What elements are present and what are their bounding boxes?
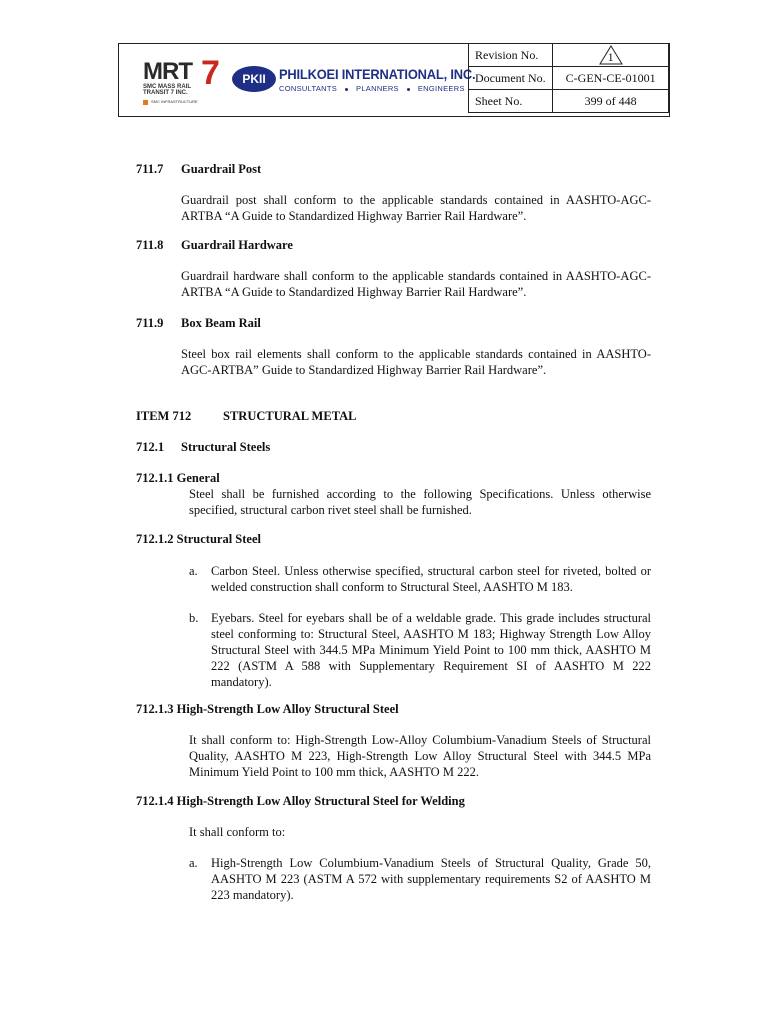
section-intro-712-1-4: It shall conform to: xyxy=(189,825,286,839)
mrt7-logo xyxy=(139,56,239,106)
sheet-value: 399 of 448 xyxy=(553,90,669,113)
revision-row xyxy=(469,44,669,67)
revision-label: Revision No. xyxy=(469,44,553,67)
bullet-icon xyxy=(345,88,348,91)
document-row xyxy=(469,67,669,90)
section-number: 711.8 xyxy=(136,238,164,252)
section-heading-711-7 xyxy=(136,161,261,177)
pkii-logo-badge: PKII xyxy=(232,66,276,92)
list-item-text: Eyebars. Steel for eyebars shall be of a weldable grade. This grade includes structural steel conforming to: Structural Steel, AASHTO M 183; Highway Strength Low Alloy Structural Steel with 344.5 MPa Minimum Yield Point to 100 mm thick, AASHTO M 222 (ASTM A 588 with Supplementary Requirement SI of AASHTO M 222 mandatory). xyxy=(211,611,651,689)
section-heading-712-1-4: 712.1.4 High-Strength Low Alloy Structural Steel for Welding xyxy=(136,794,465,808)
section-paragraph-712-1-3: It shall conform to: High-Strength Low-Alloy Columbium-Vanadium Steels of Structural Quality, AASHTO M 223, High-Strength Low Alloy Structural Steel with 344.5 MPa Minimum Yield Point to 100 mm thick, AASHTO M 222. xyxy=(189,733,651,779)
section-heading-712-1-1: 712.1.1 General xyxy=(136,471,220,485)
document-value: C-GEN-CE-01001 xyxy=(553,67,669,90)
pkii-tagline xyxy=(279,84,465,93)
item-heading-712 xyxy=(136,408,356,424)
revision-number: 1 xyxy=(607,50,614,64)
section-number: 712.1 xyxy=(136,440,165,454)
section-paragraph-711-7: Guardrail post shall conform to the applicable standards contained in AASHTO-AGC-ARTBA “A Guide to Standardized Highway Barrier Rail Hardware”. xyxy=(181,193,651,223)
section-paragraph-711-8: Guardrail hardware shall conform to the applicable standards contained in AASHTO-AGC-ARTBA “A Guide to Standardized Highway Barrier Rail Hardware”. xyxy=(181,269,651,299)
section-heading-711-8 xyxy=(136,237,293,253)
section-number: 711.9 xyxy=(136,316,164,330)
section-title: Box Beam Rail xyxy=(181,316,261,330)
logo-area xyxy=(119,44,476,116)
sheet-label: Sheet No. xyxy=(469,90,553,113)
pkii-tag-planners: PLANNERS xyxy=(356,84,399,93)
item-title: STRUCTURAL METAL xyxy=(223,409,357,423)
document-label: Document No. xyxy=(469,67,553,90)
revision-triangle-icon xyxy=(599,45,623,65)
section-paragraph-712-1-1: Steel shall be furnished according to the following Specifications. Unless otherwise specified, structural carbon rivet steel shall be furnished. xyxy=(189,487,651,517)
section-heading-712-1-3: 712.1.3 High-Strength Low Alloy Structural Steel xyxy=(136,702,399,716)
bullet-icon xyxy=(407,88,410,91)
section-title: Guardrail Post xyxy=(181,162,262,176)
mrt-logo-seven: 7 xyxy=(201,54,220,92)
list-marker: b. xyxy=(189,611,199,625)
section-heading-711-9 xyxy=(136,315,261,331)
section-heading-712-1-2: 712.1.2 Structural Steel xyxy=(136,532,261,546)
pkii-tag-consultants: CONSULTANTS xyxy=(279,84,338,93)
item-label: ITEM 712 xyxy=(136,409,192,423)
sheet-row xyxy=(469,90,669,113)
list-marker: a. xyxy=(189,564,198,578)
section-heading-712-1 xyxy=(136,439,270,455)
list-marker: a. xyxy=(189,856,198,870)
pkii-tag-engineers: ENGINEERS xyxy=(417,84,465,93)
section-paragraph-711-9: Steel box rail elements shall conform to the applicable standards contained in AASHTO-AGC-ARTBA” Guide to Standardized Highway Barrier Rail Hardware”. xyxy=(181,347,651,377)
section-number: 711.7 xyxy=(136,162,164,176)
section-title: Guardrail Hardware xyxy=(181,238,293,252)
mrt-logo-caption: SMC INFRASTRUCTURE xyxy=(151,99,198,104)
document-header xyxy=(118,43,670,117)
revision-value xyxy=(553,44,669,67)
mrt-logo-subtitle: SMC MASS RAIL TRANSIT 7 INC. xyxy=(143,84,191,96)
document-meta-table xyxy=(468,43,669,113)
pkii-company-name: PHILKOEI INTERNATIONAL, INC. xyxy=(279,66,476,82)
list-item-text: High-Strength Low Columbium-Vanadium Steels of Structural Quality, Grade 50, AASHTO M 223 (ASTM A 572 with supplementary requirements S2 of AASHTO M 223 mandatory). xyxy=(211,856,651,902)
section-title: Structural Steels xyxy=(181,440,271,454)
mrt-logo-text: MRT xyxy=(143,58,192,85)
smc-mark-icon xyxy=(143,100,148,105)
list-item-text: Carbon Steel. Unless otherwise specified, structural carbon steel for riveted, bolted or welded construction shall conform to Structural Steel, AASHTO M 183. xyxy=(211,564,651,594)
